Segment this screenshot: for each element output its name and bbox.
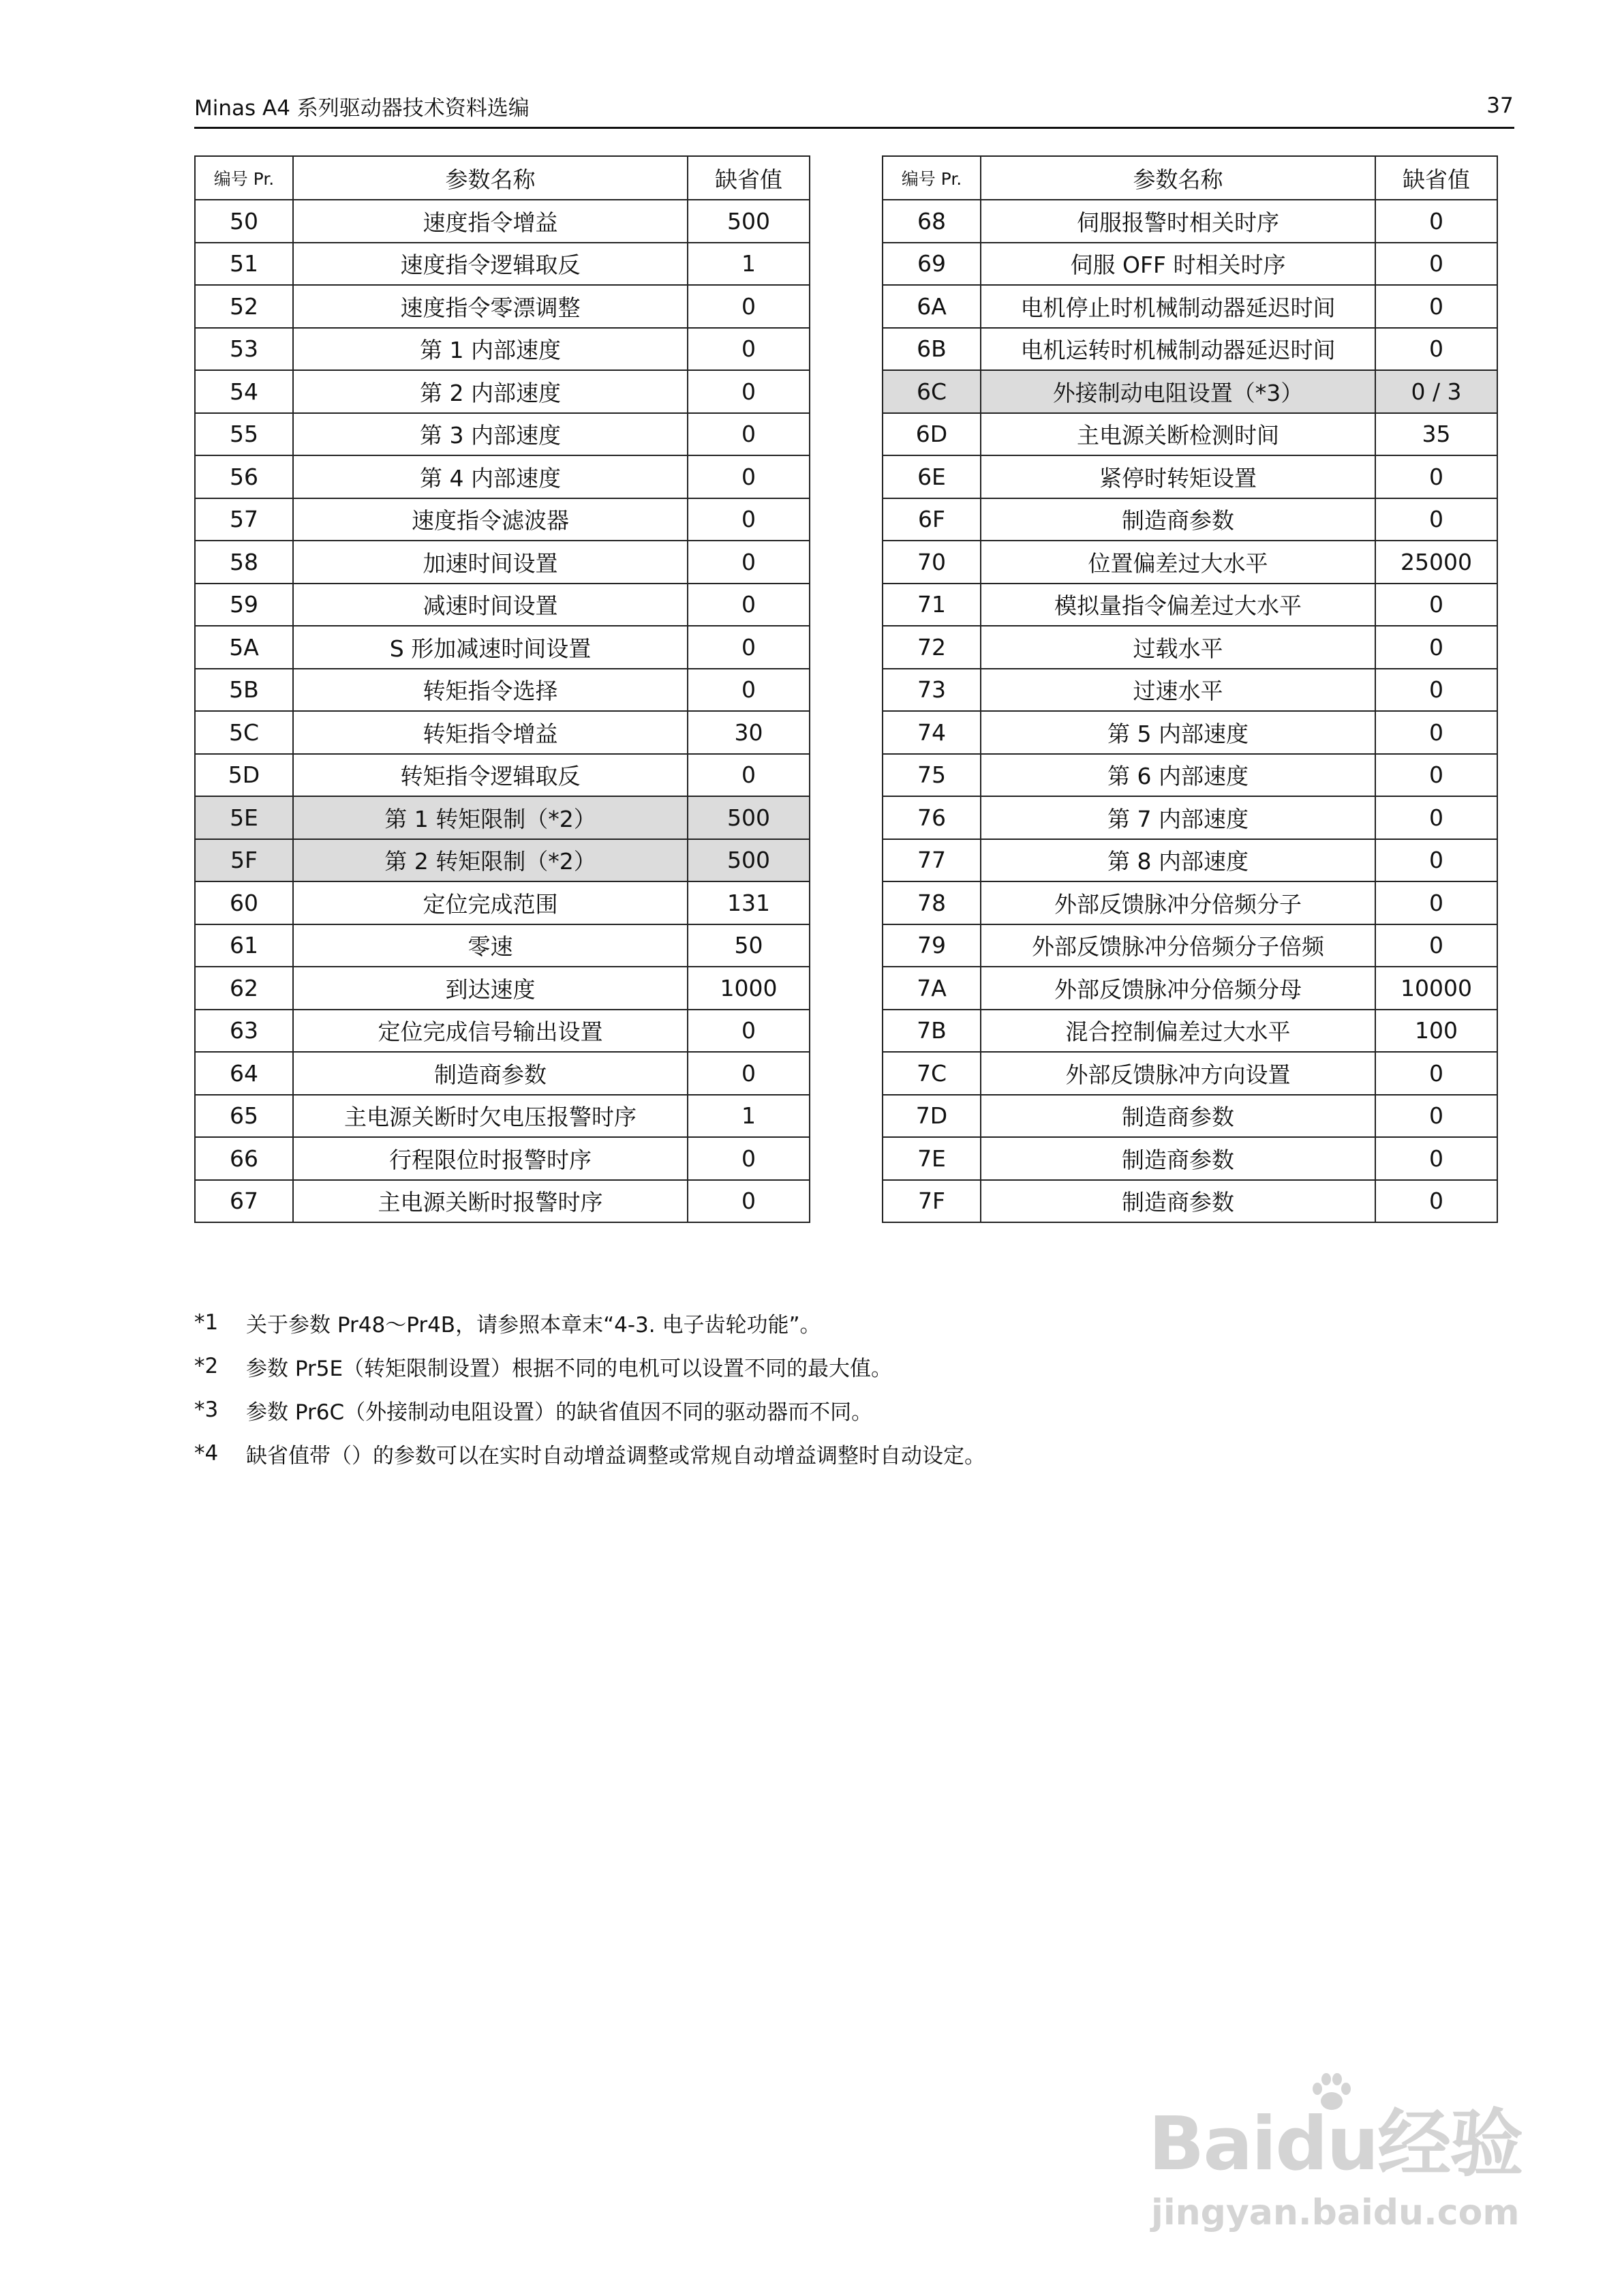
table-row bbox=[883, 924, 1497, 967]
param-name: 减速时间设置 bbox=[293, 584, 688, 626]
table-row bbox=[195, 541, 810, 584]
param-default: 0 bbox=[1375, 200, 1497, 243]
param-number: 78 bbox=[883, 881, 981, 924]
param-number: 5A bbox=[195, 626, 293, 669]
param-name: 第 1 内部速度 bbox=[293, 328, 688, 371]
table-row bbox=[195, 967, 810, 1010]
param-default: 0 bbox=[1375, 839, 1497, 882]
param-name: 外接制动电阻设置（*3） bbox=[981, 370, 1375, 413]
param-default: 0 bbox=[1375, 328, 1497, 371]
param-default: 0 bbox=[688, 669, 810, 712]
param-default: 0 bbox=[1375, 1137, 1497, 1180]
footnote bbox=[194, 1301, 1489, 1344]
param-default: 0 bbox=[1375, 881, 1497, 924]
param-number: 7F bbox=[883, 1180, 981, 1223]
header-param-name: 参数名称 bbox=[981, 156, 1375, 200]
param-name: 外部反馈脉冲分倍频分母 bbox=[981, 967, 1375, 1010]
param-default: 0 bbox=[688, 1052, 810, 1095]
table-row bbox=[883, 200, 1497, 243]
param-number: 65 bbox=[195, 1095, 293, 1138]
param-default: 10000 bbox=[1375, 967, 1497, 1010]
param-name: 制造商参数 bbox=[981, 1137, 1375, 1180]
table-row bbox=[883, 711, 1497, 754]
param-number: 62 bbox=[195, 967, 293, 1010]
footnote bbox=[194, 1388, 1489, 1432]
table-row bbox=[195, 1137, 810, 1180]
param-name: 位置偏差过大水平 bbox=[981, 541, 1375, 584]
footnote-mark: *3 bbox=[194, 1398, 219, 1422]
param-name: 模拟量指令偏差过大水平 bbox=[981, 584, 1375, 626]
param-default: 35 bbox=[1375, 413, 1497, 456]
param-number: 59 bbox=[195, 584, 293, 626]
table-row bbox=[195, 881, 810, 924]
param-default: 0 bbox=[1375, 1052, 1497, 1095]
param-default: 0 bbox=[688, 455, 810, 498]
param-default: 0 bbox=[688, 285, 810, 328]
param-name: 外部反馈脉冲方向设置 bbox=[981, 1052, 1375, 1095]
param-number: 57 bbox=[195, 498, 293, 541]
param-default: 50 bbox=[688, 924, 810, 967]
param-number: 52 bbox=[195, 285, 293, 328]
param-default: 0 bbox=[1375, 584, 1497, 626]
param-name: 制造商参数 bbox=[293, 1052, 688, 1095]
param-default: 0 / 3 bbox=[1375, 370, 1497, 413]
footnote-mark: *1 bbox=[194, 1310, 219, 1335]
param-number: 74 bbox=[883, 711, 981, 754]
param-name: 转矩指令选择 bbox=[293, 669, 688, 712]
param-name: 速度指令逻辑取反 bbox=[293, 243, 688, 286]
page-number: 37 bbox=[1486, 89, 1514, 129]
param-name: 外部反馈脉冲分倍频分子倍频 bbox=[981, 924, 1375, 967]
param-default: 0 bbox=[1375, 285, 1497, 328]
param-name: 第 5 内部速度 bbox=[981, 711, 1375, 754]
param-name: 电机停止时机械制动器延迟时间 bbox=[981, 285, 1375, 328]
param-name: 第 2 内部速度 bbox=[293, 370, 688, 413]
param-name: 过速水平 bbox=[981, 669, 1375, 712]
table-row bbox=[883, 839, 1497, 882]
footnote bbox=[194, 1432, 1489, 1475]
param-default: 0 bbox=[1375, 455, 1497, 498]
table-header-row bbox=[883, 156, 1497, 200]
param-default: 0 bbox=[1375, 243, 1497, 286]
table-row bbox=[195, 200, 810, 243]
table-row bbox=[883, 1095, 1497, 1138]
watermark-brand: Baidu经验 bbox=[1148, 2102, 1522, 2187]
param-default: 100 bbox=[1375, 1010, 1497, 1053]
param-name: 第 2 转矩限制（*2） bbox=[293, 839, 688, 882]
param-default: 0 bbox=[688, 1010, 810, 1053]
param-number: 5D bbox=[195, 754, 293, 797]
param-name: 主电源关断时欠电压报警时序 bbox=[293, 1095, 688, 1138]
param-name: 加速时间设置 bbox=[293, 541, 688, 584]
table-row bbox=[883, 669, 1497, 712]
param-number: 7E bbox=[883, 1137, 981, 1180]
footnote-text: 参数 Pr6C（外接制动电阻设置）的缺省值因不同的驱动器而不同。 bbox=[246, 1400, 873, 1425]
param-default: 0 bbox=[1375, 1180, 1497, 1223]
param-number: 71 bbox=[883, 584, 981, 626]
param-number: 55 bbox=[195, 413, 293, 456]
param-default: 0 bbox=[1375, 796, 1497, 839]
param-number: 6D bbox=[883, 413, 981, 456]
header-default: 缺省值 bbox=[688, 156, 810, 200]
param-number: 5B bbox=[195, 669, 293, 712]
param-number: 61 bbox=[195, 924, 293, 967]
param-number: 69 bbox=[883, 243, 981, 286]
param-name: 第 3 内部速度 bbox=[293, 413, 688, 456]
param-default: 0 bbox=[688, 754, 810, 797]
table-row bbox=[195, 584, 810, 626]
header-default: 缺省值 bbox=[1375, 156, 1497, 200]
table-row bbox=[883, 1010, 1497, 1053]
watermark bbox=[1148, 2085, 1530, 2248]
param-name: 到达速度 bbox=[293, 967, 688, 1010]
param-number: 73 bbox=[883, 669, 981, 712]
table-row bbox=[883, 626, 1497, 669]
table-row bbox=[195, 1180, 810, 1223]
param-default: 0 bbox=[1375, 711, 1497, 754]
table-header-row bbox=[195, 156, 810, 200]
param-number: 7C bbox=[883, 1052, 981, 1095]
param-name: 第 6 内部速度 bbox=[981, 754, 1375, 797]
table-row bbox=[195, 796, 810, 839]
footnote-text: 关于参数 Pr48～Pr4B，请参照本章末“4-3. 电子齿轮功能”。 bbox=[246, 1312, 821, 1338]
param-default: 0 bbox=[1375, 924, 1497, 967]
header-number: 编号 Pr. bbox=[195, 156, 293, 200]
param-number: 60 bbox=[195, 881, 293, 924]
param-name: 紧停时转矩设置 bbox=[981, 455, 1375, 498]
param-name: 零速 bbox=[293, 924, 688, 967]
param-default: 0 bbox=[688, 541, 810, 584]
table-row bbox=[195, 243, 810, 286]
param-name: 过载水平 bbox=[981, 626, 1375, 669]
table-row bbox=[195, 1010, 810, 1053]
param-number: 7A bbox=[883, 967, 981, 1010]
table-row bbox=[195, 413, 810, 456]
param-number: 6B bbox=[883, 328, 981, 371]
table-row bbox=[883, 1137, 1497, 1180]
param-number: 53 bbox=[195, 328, 293, 371]
param-default: 0 bbox=[1375, 754, 1497, 797]
param-number: 64 bbox=[195, 1052, 293, 1095]
param-default: 0 bbox=[688, 413, 810, 456]
param-default: 0 bbox=[688, 328, 810, 371]
param-number: 7D bbox=[883, 1095, 981, 1138]
table-row bbox=[883, 967, 1497, 1010]
param-number: 72 bbox=[883, 626, 981, 669]
table-row bbox=[195, 839, 810, 882]
parameter-table-right bbox=[882, 155, 1498, 1223]
param-name: S 形加减速时间设置 bbox=[293, 626, 688, 669]
param-number: 5C bbox=[195, 711, 293, 754]
footnotes bbox=[194, 1301, 1489, 1475]
param-name: 定位完成信号输出设置 bbox=[293, 1010, 688, 1053]
table-row bbox=[883, 1180, 1497, 1223]
param-default: 0 bbox=[688, 370, 810, 413]
table-row bbox=[195, 455, 810, 498]
param-name: 第 8 内部速度 bbox=[981, 839, 1375, 882]
param-number: 76 bbox=[883, 796, 981, 839]
param-name: 第 7 内部速度 bbox=[981, 796, 1375, 839]
param-number: 54 bbox=[195, 370, 293, 413]
table-row bbox=[195, 285, 810, 328]
table-row bbox=[195, 669, 810, 712]
param-default: 0 bbox=[1375, 669, 1497, 712]
param-number: 6F bbox=[883, 498, 981, 541]
footnote-text: 参数 Pr5E（转矩限制设置）根据不同的电机可以设置不同的最大值。 bbox=[246, 1356, 893, 1381]
header-number: 编号 Pr. bbox=[883, 156, 981, 200]
param-number: 5F bbox=[195, 839, 293, 882]
param-name: 定位完成范围 bbox=[293, 881, 688, 924]
param-default: 0 bbox=[688, 1137, 810, 1180]
table-row bbox=[195, 754, 810, 797]
footnote-mark: *2 bbox=[194, 1354, 219, 1378]
table-row bbox=[195, 924, 810, 967]
table-row bbox=[883, 796, 1497, 839]
param-default: 1000 bbox=[688, 967, 810, 1010]
param-name: 第 4 内部速度 bbox=[293, 455, 688, 498]
table-row bbox=[883, 881, 1497, 924]
param-name: 速度指令增益 bbox=[293, 200, 688, 243]
param-number: 50 bbox=[195, 200, 293, 243]
param-default: 0 bbox=[1375, 498, 1497, 541]
param-default: 25000 bbox=[1375, 541, 1497, 584]
parameter-table-left bbox=[194, 155, 810, 1223]
param-number: 63 bbox=[195, 1010, 293, 1053]
param-default: 500 bbox=[688, 200, 810, 243]
table-row bbox=[195, 498, 810, 541]
page-header bbox=[194, 89, 1506, 129]
table-row bbox=[883, 584, 1497, 626]
param-number: 51 bbox=[195, 243, 293, 286]
footnote-mark: *4 bbox=[194, 1441, 219, 1466]
param-name: 主电源关断时报警时序 bbox=[293, 1180, 688, 1223]
param-number: 70 bbox=[883, 541, 981, 584]
param-number: 66 bbox=[195, 1137, 293, 1180]
table-row bbox=[883, 243, 1497, 286]
table-row bbox=[883, 328, 1497, 371]
table-row bbox=[883, 455, 1497, 498]
param-name: 转矩指令逻辑取反 bbox=[293, 754, 688, 797]
param-default: 0 bbox=[688, 498, 810, 541]
param-name: 外部反馈脉冲分倍频分子 bbox=[981, 881, 1375, 924]
param-name: 混合控制偏差过大水平 bbox=[981, 1010, 1375, 1053]
table-row bbox=[883, 370, 1497, 413]
param-name: 制造商参数 bbox=[981, 498, 1375, 541]
param-number: 75 bbox=[883, 754, 981, 797]
param-name: 主电源关断检测时间 bbox=[981, 413, 1375, 456]
table-row bbox=[883, 1052, 1497, 1095]
param-name: 制造商参数 bbox=[981, 1180, 1375, 1223]
param-name: 第 1 转矩限制（*2） bbox=[293, 796, 688, 839]
table-row bbox=[195, 370, 810, 413]
param-default: 0 bbox=[688, 584, 810, 626]
table-row bbox=[195, 711, 810, 754]
table-row bbox=[883, 498, 1497, 541]
table-row bbox=[883, 285, 1497, 328]
param-default: 131 bbox=[688, 881, 810, 924]
param-number: 77 bbox=[883, 839, 981, 882]
table-row bbox=[195, 1095, 810, 1138]
footnote-text: 缺省值带（）的参数可以在实时自动增益调整或常规自动增益调整时自动设定。 bbox=[246, 1443, 985, 1468]
param-number: 56 bbox=[195, 455, 293, 498]
param-name: 行程限位时报警时序 bbox=[293, 1137, 688, 1180]
param-default: 1 bbox=[688, 1095, 810, 1138]
table-row bbox=[883, 754, 1497, 797]
param-name: 伺服 OFF 时相关时序 bbox=[981, 243, 1375, 286]
footnote bbox=[194, 1344, 1489, 1388]
param-number: 7B bbox=[883, 1010, 981, 1053]
param-number: 68 bbox=[883, 200, 981, 243]
table-row bbox=[883, 541, 1497, 584]
param-default: 0 bbox=[1375, 1095, 1497, 1138]
param-default: 0 bbox=[688, 626, 810, 669]
param-default: 500 bbox=[688, 796, 810, 839]
param-number: 6E bbox=[883, 455, 981, 498]
param-number: 67 bbox=[195, 1180, 293, 1223]
param-name: 电机运转时机械制动器延迟时间 bbox=[981, 328, 1375, 371]
param-number: 5E bbox=[195, 796, 293, 839]
param-number: 58 bbox=[195, 541, 293, 584]
param-default: 30 bbox=[688, 711, 810, 754]
param-default: 0 bbox=[688, 1180, 810, 1223]
param-name: 转矩指令增益 bbox=[293, 711, 688, 754]
table-row bbox=[883, 413, 1497, 456]
param-name: 伺服报警时相关时序 bbox=[981, 200, 1375, 243]
param-default: 0 bbox=[1375, 626, 1497, 669]
watermark-url: jingyan.baidu.com bbox=[1151, 2192, 1520, 2233]
table-row bbox=[195, 626, 810, 669]
header-param-name: 参数名称 bbox=[293, 156, 688, 200]
param-name: 速度指令零漂调整 bbox=[293, 285, 688, 328]
param-number: 6A bbox=[883, 285, 981, 328]
param-default: 1 bbox=[688, 243, 810, 286]
param-default: 500 bbox=[688, 839, 810, 882]
param-number: 79 bbox=[883, 924, 981, 967]
param-name: 制造商参数 bbox=[981, 1095, 1375, 1138]
document-title: Minas A4 系列驱动器技术资料选编 bbox=[194, 96, 530, 121]
param-name: 速度指令滤波器 bbox=[293, 498, 688, 541]
table-row bbox=[195, 328, 810, 371]
param-number: 6C bbox=[883, 370, 981, 413]
table-row bbox=[195, 1052, 810, 1095]
